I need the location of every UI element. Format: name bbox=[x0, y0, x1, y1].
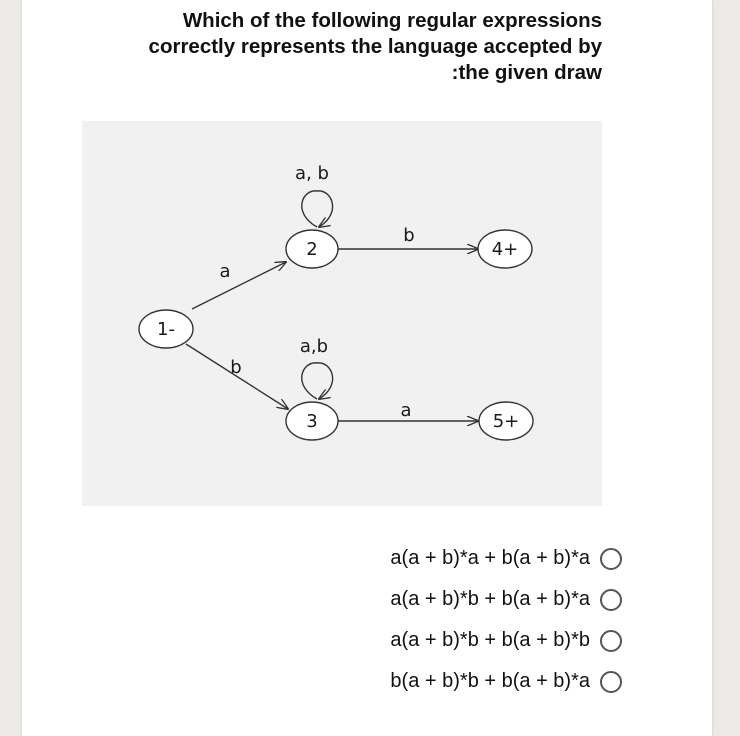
option-2-radio[interactable] bbox=[600, 589, 622, 611]
question-line-2: correctly represents the language accepted by bbox=[148, 35, 602, 58]
transition-1-2 bbox=[192, 262, 286, 309]
option-3-radio[interactable] bbox=[600, 630, 622, 652]
state-5-label: 5+ bbox=[492, 411, 520, 432]
option-1-radio[interactable] bbox=[600, 548, 622, 570]
state-5 bbox=[479, 402, 533, 440]
option-2[interactable] bbox=[322, 579, 622, 620]
option-3-text: a(a + b)*b + b(a + b)*b bbox=[390, 629, 590, 651]
question-line-1: Which of the following regular expressions bbox=[182, 9, 602, 32]
state-2-label: 2 bbox=[306, 239, 318, 260]
option-4-text: b(a + b)*b + b(a + b)*a bbox=[390, 670, 590, 692]
option-2-text: a(a + b)*b + b(a + b)*a bbox=[390, 588, 590, 610]
question-card bbox=[22, 0, 712, 736]
label-1-2: a bbox=[219, 261, 231, 282]
option-3[interactable] bbox=[322, 620, 622, 661]
automaton-diagram bbox=[82, 121, 602, 506]
state-4-label: 4+ bbox=[491, 239, 519, 260]
state-3 bbox=[286, 402, 338, 440]
state-3-label: 3 bbox=[306, 411, 318, 432]
label-3-5: a bbox=[400, 400, 412, 421]
state-1 bbox=[139, 310, 193, 348]
label-1-3: b bbox=[230, 357, 242, 378]
option-1[interactable] bbox=[322, 538, 622, 579]
state-1-label: 1- bbox=[157, 319, 175, 340]
option-1-text: a(a + b)*a + b(a + b)*a bbox=[390, 547, 590, 569]
state-2 bbox=[286, 230, 338, 268]
question-text bbox=[82, 8, 602, 86]
question-line-3: :the given draw bbox=[451, 61, 602, 84]
answer-options bbox=[322, 538, 622, 702]
label-loop-3: a,b bbox=[299, 336, 329, 357]
self-loop-3 bbox=[302, 363, 333, 399]
label-2-4: b bbox=[403, 225, 415, 246]
self-loop-2 bbox=[302, 191, 333, 227]
option-4-radio[interactable] bbox=[600, 671, 622, 693]
state-4 bbox=[478, 230, 532, 268]
label-loop-2: a, b bbox=[295, 163, 329, 184]
option-4[interactable] bbox=[322, 661, 622, 702]
